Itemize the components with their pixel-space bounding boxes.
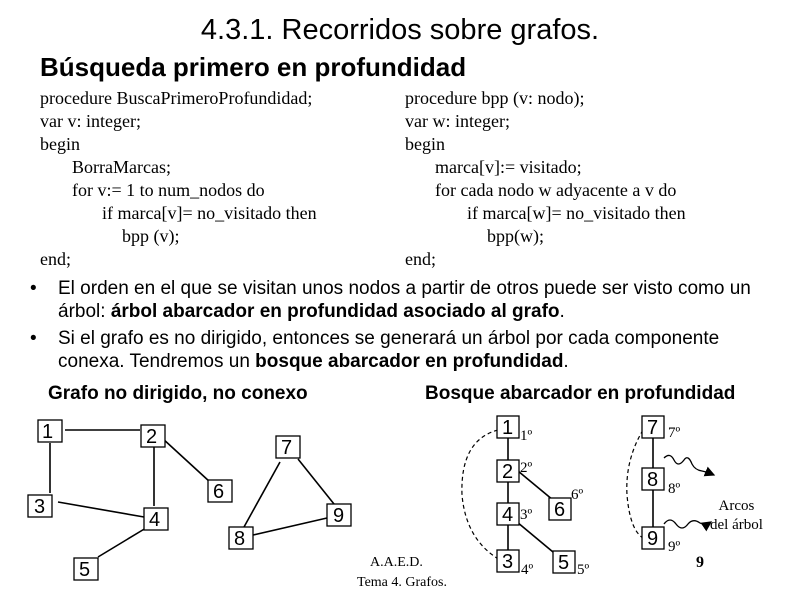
wavy-arrow bbox=[664, 455, 714, 475]
graph-node-label: 6 bbox=[213, 481, 225, 503]
graph-node-boxes bbox=[28, 420, 351, 580]
forest-back-edges bbox=[462, 430, 643, 560]
visit-order-label: 8º bbox=[668, 481, 681, 497]
graph-node-label: 1 bbox=[42, 421, 54, 443]
forest-node-label: 4 bbox=[502, 504, 514, 526]
forest-node-label: 7 bbox=[647, 417, 659, 439]
tree-edge bbox=[517, 522, 553, 552]
code-line: end; bbox=[405, 249, 436, 269]
code-line: begin bbox=[405, 134, 445, 154]
code-line: for cada nodo w adyacente a v do bbox=[435, 180, 677, 200]
slide-subtitle: Búsqueda primero en profundidad bbox=[40, 52, 467, 82]
visit-order-label: 7º bbox=[668, 425, 681, 441]
graph-edge bbox=[298, 459, 334, 504]
wavy-arrow bbox=[664, 520, 711, 528]
legend-line: del árbol bbox=[710, 517, 763, 533]
slide-number: 9 bbox=[696, 554, 704, 571]
forest-node-label: 1 bbox=[502, 417, 514, 439]
code-line: bpp(w); bbox=[487, 226, 544, 246]
graph-node-label: 7 bbox=[281, 437, 293, 459]
slide-title: 4.3.1. Recorridos sobre grafos. bbox=[200, 14, 600, 46]
code-line: var v: integer; bbox=[40, 111, 141, 131]
code-line: BorraMarcas; bbox=[72, 157, 171, 177]
graph-edge bbox=[244, 462, 280, 527]
graph-title: Grafo no dirigido, no conexo bbox=[48, 383, 308, 404]
code-line: for v:= 1 to num_nodos do bbox=[72, 180, 265, 200]
code-line: procedure bpp (v: nodo); bbox=[405, 88, 585, 108]
code-line: procedure BuscaPrimeroProfundidad; bbox=[40, 88, 313, 108]
code-line: if marca[w]= no_visitado then bbox=[467, 203, 686, 223]
back-edge bbox=[462, 430, 500, 560]
forest-node-label: 9 bbox=[647, 528, 659, 550]
footer-topic: Tema 4. Grafos. bbox=[357, 575, 447, 590]
code-line: var w: integer; bbox=[405, 111, 510, 131]
code-line: marca[v]:= visitado; bbox=[435, 157, 582, 177]
forest-node-label: 2 bbox=[502, 461, 514, 483]
visit-order-labels bbox=[520, 425, 681, 578]
legend-line: Arcos bbox=[718, 498, 755, 514]
visit-order-label: 1º bbox=[520, 428, 533, 444]
bullet-marker: • bbox=[30, 278, 37, 299]
graph-edge bbox=[58, 502, 144, 517]
visit-order-label: 6º bbox=[571, 487, 584, 503]
legend-tree-arcs bbox=[710, 497, 763, 535]
visit-order-label: 4º bbox=[521, 562, 534, 578]
forest-title: Bosque abarcador en profundidad bbox=[425, 383, 736, 404]
graph-edge bbox=[162, 438, 210, 482]
visit-order-label: 3º bbox=[520, 507, 533, 523]
graph-edge bbox=[98, 528, 146, 557]
bullet-marker: • bbox=[30, 328, 37, 349]
graph-edge bbox=[253, 518, 327, 535]
code-line: begin bbox=[40, 134, 80, 154]
graph-node-label: 5 bbox=[79, 559, 91, 581]
code-line: bpp (v); bbox=[122, 226, 180, 246]
forest-node-label: 8 bbox=[647, 469, 659, 491]
visit-order-label: 5º bbox=[577, 562, 590, 578]
visit-order-label: 2º bbox=[520, 460, 533, 476]
graph-node-label: 3 bbox=[34, 496, 46, 518]
forest-node-label: 3 bbox=[502, 551, 514, 573]
forest-node-label: 6 bbox=[554, 499, 566, 521]
graph-node-label: 2 bbox=[146, 426, 158, 448]
forest-node-label: 5 bbox=[558, 552, 570, 574]
visit-order-label: 9º bbox=[668, 539, 681, 555]
graph-node-label: 8 bbox=[234, 528, 246, 550]
code-line: end; bbox=[40, 249, 71, 269]
code-line: if marca[v]= no_visitado then bbox=[102, 203, 317, 223]
bullet-text: El orden en el que se visitan unos nodos a partir de otros puede ser visto como un árbol: árbol abarcador en profundidad asociado al grafo. bbox=[58, 278, 751, 322]
bullet-text: Si el grafo es no dirigido, entonces se generará un árbol por cada componente conexa. Tendremos un bosque abarcador en profundidad. bbox=[58, 328, 720, 372]
graph-node-label: 9 bbox=[333, 505, 345, 527]
graph-node-label: 4 bbox=[149, 509, 161, 531]
footer-course: A.A.E.D. bbox=[370, 555, 423, 570]
back-edge bbox=[627, 430, 643, 538]
